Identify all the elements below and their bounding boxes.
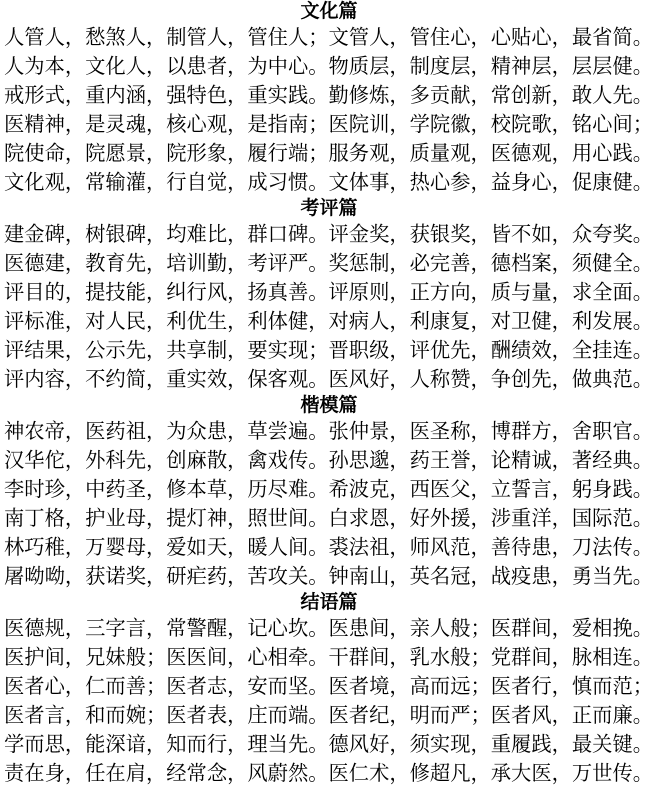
verse-line: 评内容，不约简，重实效，保客观。医风好，人称赞，争创先，做典范。 xyxy=(4,367,654,391)
section-title: 文化篇 xyxy=(300,0,358,22)
verse-line: 院使命，院愿景，院形象，履行端；服务观，质量观，医德观，用心践。 xyxy=(4,141,654,165)
verse-line: 建金碑，树银碑，均难比，群口碑。评金奖，获银奖，皆不如，众夸奖。 xyxy=(4,222,654,246)
verse-line: 医者心，仁而善；医者志，安而坚。医者境，高而远；医者行，慎而范； xyxy=(4,674,654,698)
verse-line: 文化观，常输灌，行自觉，成习惯。文体事，热心参，益身心，促康健。 xyxy=(4,170,654,194)
section-conclusion xyxy=(0,591,658,788)
verse-line: 南丁格，护业母，提灯神，照世间。白求恩，好外援，涉重洋，国际范。 xyxy=(4,506,654,530)
verse-line: 神农帝，医药祖，为众患，草尝遍。张仲景，医圣称，博群方，舍职官。 xyxy=(4,419,654,443)
verse-line: 林巧稚，万婴母，爱如天，暖人间。裘法祖，师风范，善待患，刀法传。 xyxy=(4,535,654,559)
section-culture xyxy=(0,0,658,197)
verse-line: 学而思，能深谙，知而行，理当先。德风好，须实现，重履践，最关键。 xyxy=(4,732,654,756)
verse-line: 李时珍，中药圣，修本草，历尽难。希波克，西医父，立誓言，躬身践。 xyxy=(4,477,654,501)
section-title: 考评篇 xyxy=(300,197,358,219)
verse-line: 人为本，文化人，以患者，为中心。物质层，制度层，精神层，层层健。 xyxy=(4,54,654,78)
verse-line: 人管人，愁煞人，制管人，管住人；文管人，管住心，心贴心，最省简。 xyxy=(4,25,654,49)
section-title: 结语篇 xyxy=(300,591,358,613)
verse-line: 汉华佗，外科先，创麻散，禽戏传。孙思邈，药王誉，论精诚，著经典。 xyxy=(4,448,654,472)
verse-line: 屠呦呦，获诺奖，研疟药，苦攻关。钟南山，英名冠，战疫患，勇当先。 xyxy=(4,564,654,588)
section-title: 楷模篇 xyxy=(300,394,358,416)
verse-line: 医精神，是灵魂，核心观，是指南；医院训，学院徽，校院歌，铭心间； xyxy=(4,112,654,136)
section-evaluation xyxy=(0,197,658,394)
verse-line: 责在身，任在肩，经常念，风蔚然。医仁术，修超凡，承大医，万世传。 xyxy=(4,761,654,785)
verse-line: 医者言，和而婉；医者表，庄而端。医者纪，明而严；医者风，正而廉。 xyxy=(4,703,654,727)
verse-line: 医德规，三字言，常警醒，记心坎。医患间，亲人般；医群间，爱相挽。 xyxy=(4,616,654,640)
section-role-models xyxy=(0,394,658,591)
verse-line: 医德建，教育先，培训勤，考评严。奖惩制，必完善，德档案，须健全。 xyxy=(4,251,654,275)
verse-line: 医护间，兄妹般；医医间，心相牵。干群间，乳水般；党群间，脉相连。 xyxy=(4,645,654,669)
verse-line: 戒形式，重内涵，强特色，重实践。勤修炼，多贡献，常创新，敢人先。 xyxy=(4,83,654,107)
verse-line: 评结果，公示先，共享制，要实现；晋职级，评优先，酬绩效，全挂连。 xyxy=(4,338,654,362)
verse-line: 评目的，提技能，纠行风，扬真善。评原则，正方向，质与量，求全面。 xyxy=(4,280,654,304)
verse-line: 评标准，对人民，利优生，利体健，对病人，利康复，对卫健，利发展。 xyxy=(4,309,654,333)
